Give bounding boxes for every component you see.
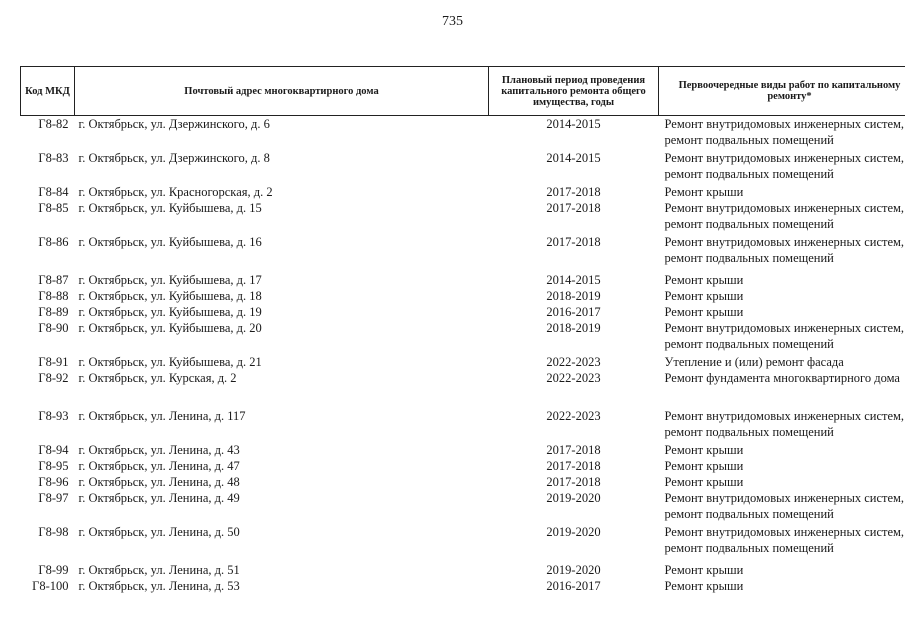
works-line: Ремонт крыши (664, 475, 744, 489)
works-line: ремонт подвальных помещений (664, 167, 834, 181)
works-line: Ремонт внутридомовых инженерных систем, (664, 117, 905, 131)
cell-code: Г8-90 (38, 321, 69, 335)
table-header (21, 67, 905, 116)
works-line: Ремонт крыши (664, 579, 744, 593)
table-row (21, 524, 905, 562)
works-line: Ремонт крыши (664, 289, 744, 303)
works-line: ремонт подвальных помещений (664, 133, 834, 147)
cell-address: г. Октябрьск, ул. Куйбышева, д. 15 (78, 201, 262, 215)
cell-works (659, 578, 905, 594)
cell-code: Г8-85 (38, 201, 69, 215)
cell-code: Г8-95 (38, 459, 69, 473)
table-row (21, 562, 905, 578)
cell-period: 2022-2023 (546, 371, 601, 385)
cell-period: 2017-2018 (546, 185, 601, 199)
works-line: ремонт подвальных помещений (664, 337, 834, 351)
works-line: Ремонт внутридомовых инженерных систем, (664, 525, 905, 539)
table-row (21, 354, 905, 370)
works-line: Ремонт внутридомовых инженерных систем, (664, 151, 905, 165)
cell-code: Г8-92 (38, 371, 69, 385)
works-line: ремонт подвальных помещений (664, 541, 834, 555)
cell-period: 2014-2015 (546, 151, 601, 165)
cell-period: 2016-2017 (546, 579, 601, 593)
works-line: ремонт подвальных помещений (664, 425, 834, 439)
cell-period: 2019-2020 (546, 525, 601, 539)
cell-code: Г8-87 (38, 273, 69, 287)
table-row (21, 442, 905, 458)
cell-code: Г8-97 (38, 491, 69, 505)
cell-code: Г8-98 (38, 525, 69, 539)
column-header-works: Первоочередные виды работ по капитальному ремонту* (659, 67, 905, 116)
cell-works (659, 408, 905, 442)
cell-works (659, 272, 905, 288)
works-line: ремонт подвальных помещений (664, 251, 834, 265)
cell-code: Г8-89 (38, 305, 69, 319)
cell-works (659, 288, 905, 304)
cell-period: 2018-2019 (546, 289, 601, 303)
cell-address: г. Октябрьск, ул. Ленина, д. 43 (78, 443, 240, 457)
works-line: Ремонт внутридомовых инженерных систем, (664, 491, 905, 505)
works-line: Ремонт крыши (664, 459, 744, 473)
cell-period: 2019-2020 (546, 563, 601, 577)
table-row (21, 184, 905, 200)
cell-works (659, 442, 905, 458)
cell-code: Г8-88 (38, 289, 69, 303)
table-row (21, 320, 905, 354)
cell-code: Г8-83 (38, 151, 69, 165)
cell-period: 2017-2018 (546, 443, 601, 457)
works-line: ремонт подвальных помещений (664, 507, 834, 521)
works-line: Ремонт фундамента многоквартирного дома (664, 371, 900, 385)
cell-period: 2016-2017 (546, 305, 601, 319)
cell-period: 2017-2018 (546, 475, 601, 489)
cell-address: г. Октябрьск, ул. Ленина, д. 49 (78, 491, 240, 505)
cell-works (659, 200, 905, 234)
table-row (21, 200, 905, 234)
cell-address: г. Октябрьск, ул. Куйбышева, д. 19 (78, 305, 262, 319)
cell-code: Г8-91 (38, 355, 69, 369)
works-line: ремонт подвальных помещений (664, 217, 834, 231)
works-line: Ремонт крыши (664, 185, 744, 199)
cell-works (659, 370, 905, 408)
works-line: Ремонт крыши (664, 273, 744, 287)
cell-code: Г8-93 (38, 409, 69, 423)
table-row (21, 116, 905, 151)
table-row (21, 490, 905, 524)
cell-period: 2022-2023 (546, 355, 601, 369)
table-row (21, 304, 905, 320)
table-row (21, 408, 905, 442)
column-header-address: Почтовый адрес многоквартирного дома (75, 67, 489, 116)
cell-code: Г8-99 (38, 563, 69, 577)
cell-period: 2022-2023 (546, 409, 601, 423)
cell-works (659, 524, 905, 562)
cell-address: г. Октябрьск, ул. Ленина, д. 47 (78, 459, 240, 473)
cell-address: г. Октябрьск, ул. Ленина, д. 51 (78, 563, 240, 577)
cell-period: 2014-2015 (546, 273, 601, 287)
capital-repair-table (20, 66, 905, 594)
cell-address: г. Октябрьск, ул. Куйбышева, д. 17 (78, 273, 262, 287)
column-header-code: Код МКД (21, 67, 75, 116)
cell-code: Г8-100 (32, 579, 69, 593)
cell-address: г. Октябрьск, ул. Ленина, д. 117 (78, 409, 246, 423)
cell-address: г. Октябрьск, ул. Ленина, д. 50 (78, 525, 240, 539)
cell-code: Г8-84 (38, 185, 69, 199)
page-number: 735 (442, 14, 463, 29)
cell-period: 2017-2018 (546, 201, 601, 215)
cell-period: 2017-2018 (546, 235, 601, 249)
cell-address: г. Октябрьск, ул. Куйбышева, д. 18 (78, 289, 262, 303)
works-line: Ремонт крыши (664, 443, 744, 457)
column-header-period: Плановый период проведения капитального ремонта общего имущества, годы (489, 67, 659, 116)
works-line: Ремонт внутридомовых инженерных систем, (664, 201, 905, 215)
works-line: Ремонт крыши (664, 305, 744, 319)
cell-works (659, 458, 905, 474)
cell-period: 2017-2018 (546, 459, 601, 473)
works-line: Ремонт внутридомовых инженерных систем, (664, 409, 905, 423)
cell-works (659, 490, 905, 524)
cell-period: 2018-2019 (546, 321, 601, 335)
cell-address: г. Октябрьск, ул. Ленина, д. 53 (78, 579, 240, 593)
table-row (21, 458, 905, 474)
cell-address: г. Октябрьск, ул. Куйбышева, д. 20 (78, 321, 262, 335)
cell-code: Г8-96 (38, 475, 69, 489)
cell-works (659, 116, 905, 151)
works-line: Ремонт внутридомовых инженерных систем, (664, 235, 905, 249)
table-row (21, 288, 905, 304)
table-row (21, 150, 905, 184)
header-row (21, 67, 905, 116)
cell-code: Г8-94 (38, 443, 69, 457)
table-row (21, 272, 905, 288)
cell-address: г. Октябрьск, ул. Курская, д. 2 (78, 371, 237, 385)
cell-works (659, 354, 905, 370)
table-row (21, 474, 905, 490)
works-line: Утепление и (или) ремонт фасада (664, 355, 844, 369)
cell-code: Г8-86 (38, 235, 69, 249)
works-line: Ремонт внутридомовых инженерных систем, (664, 321, 905, 335)
cell-works (659, 304, 905, 320)
cell-address: г. Октябрьск, ул. Дзержинского, д. 8 (78, 151, 270, 165)
cell-address: г. Октябрьск, ул. Куйбышева, д. 16 (78, 235, 262, 249)
cell-address: г. Октябрьск, ул. Ленина, д. 48 (78, 475, 240, 489)
table-row (21, 578, 905, 594)
cell-period: 2014-2015 (546, 117, 601, 131)
cell-works (659, 562, 905, 578)
cell-works (659, 234, 905, 272)
cell-works (659, 184, 905, 200)
cell-works (659, 474, 905, 490)
cell-address: г. Октябрьск, ул. Куйбышева, д. 21 (78, 355, 262, 369)
cell-works (659, 320, 905, 354)
cell-works (659, 150, 905, 184)
table-row (21, 370, 905, 408)
cell-period: 2019-2020 (546, 491, 601, 505)
cell-address: г. Октябрьск, ул. Дзержинского, д. 6 (78, 117, 270, 131)
works-line: Ремонт крыши (664, 563, 744, 577)
table-row (21, 234, 905, 272)
cell-code: Г8-82 (38, 117, 69, 131)
table-body (21, 116, 905, 595)
cell-address: г. Октябрьск, ул. Красногорская, д. 2 (78, 185, 273, 199)
